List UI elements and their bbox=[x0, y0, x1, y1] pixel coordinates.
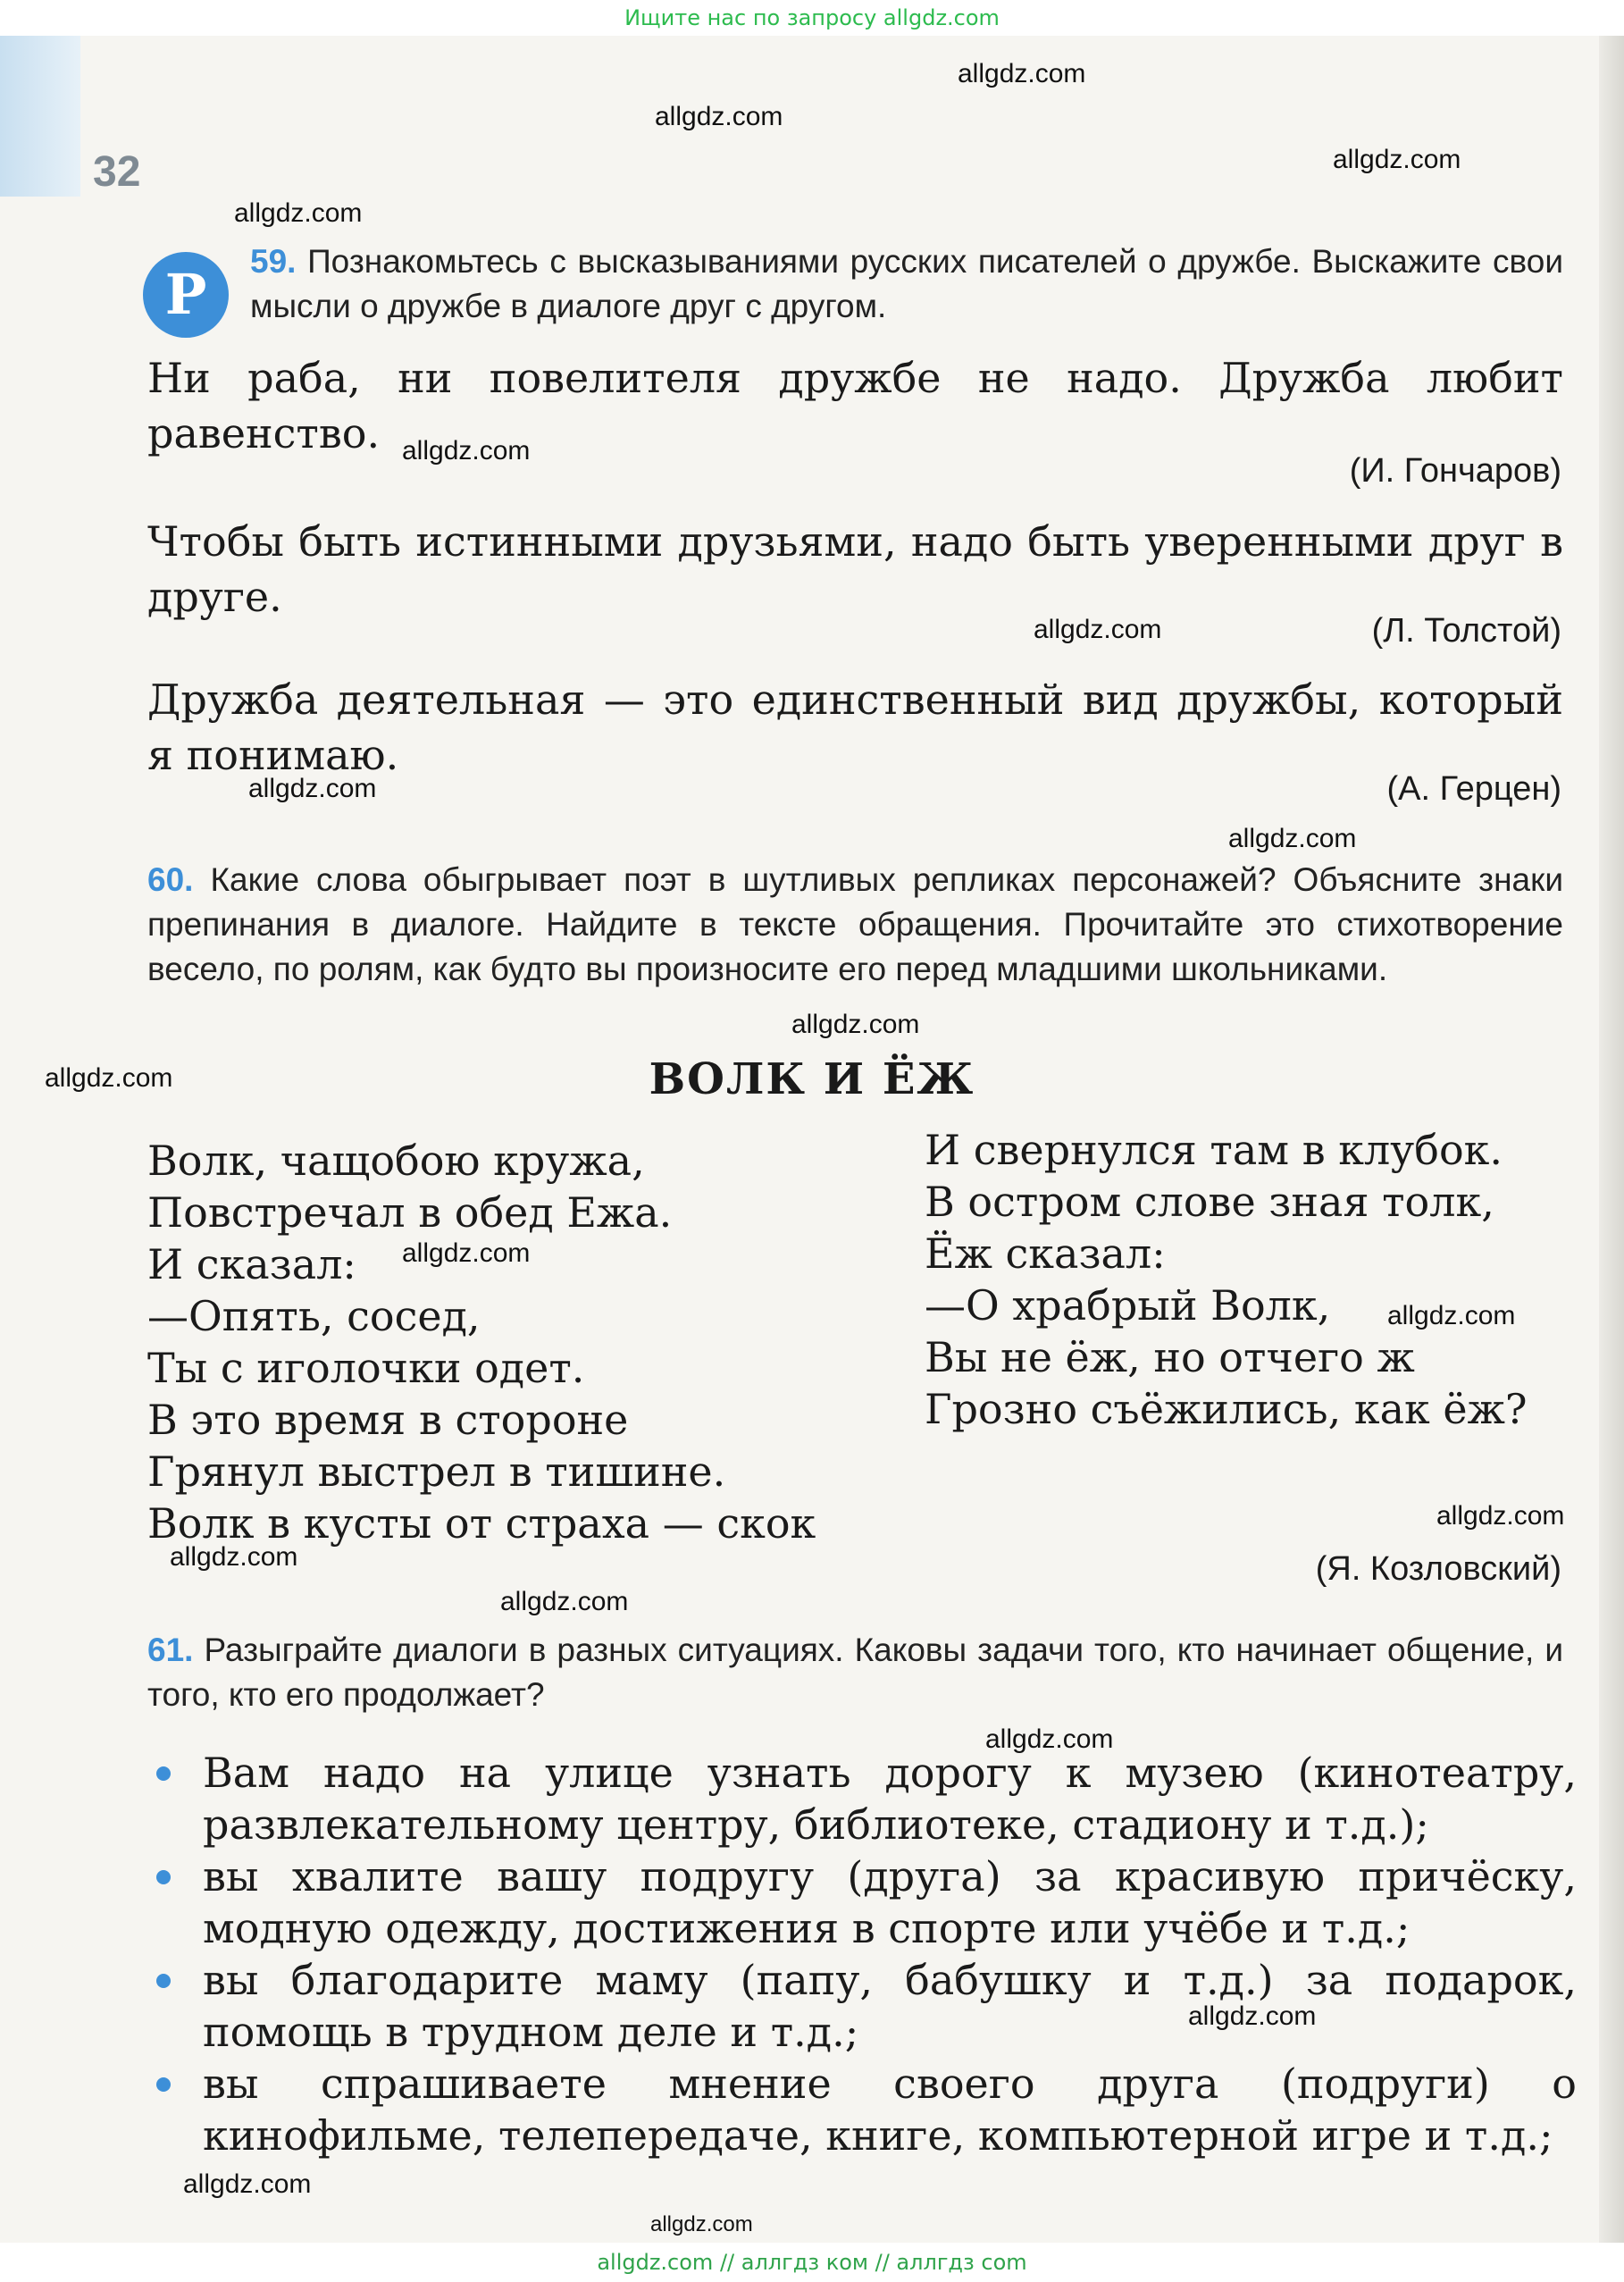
list-item bbox=[147, 1850, 1577, 1954]
bullet-icon bbox=[156, 1870, 171, 1884]
poem-line: И сказал: bbox=[147, 1240, 356, 1288]
watermark: allgdz.com bbox=[985, 1724, 1114, 1754]
poem-line: Вы не ёж, но отчего ж bbox=[925, 1333, 1415, 1381]
poem-line: —О храбрый Волк, bbox=[925, 1281, 1331, 1330]
quote-2: Чтобы быть истинными друзьями, надо быть уверенными друг в друге. bbox=[147, 517, 1563, 621]
list-item bbox=[147, 1954, 1577, 2058]
exercise-59-number: 59. bbox=[250, 243, 297, 280]
exercise-59-task bbox=[250, 239, 1563, 329]
watermark: allgdz.com bbox=[1333, 145, 1461, 174]
poem-line: Волк в кусты от страха — скок bbox=[147, 1499, 816, 1548]
watermark: allgdz.com bbox=[248, 774, 377, 803]
quote-1: Ни раба, ни повелителя дружбе не надо. Дружба любит равенство. bbox=[147, 354, 1563, 457]
watermark: allgdz.com bbox=[1436, 1501, 1565, 1531]
watermark: allgdz.com bbox=[183, 2169, 312, 2199]
poem-line: В это время в стороне bbox=[147, 1396, 629, 1444]
poem-line: Грозно съёжились, как ёж? bbox=[925, 1385, 1528, 1433]
list-item-text: Вам надо на улице узнать дорогу к музею (кинотеатру, развлекательному центру, библиотеке, стадиону и т.д.); bbox=[203, 1749, 1577, 1849]
poem-right-column bbox=[925, 1124, 1528, 1435]
page-number: 32 bbox=[93, 148, 141, 196]
quote-2-author: (Л. Толстой) bbox=[1371, 612, 1561, 650]
exercise-61-list bbox=[147, 1747, 1577, 2161]
exercise-61-text: Разыграйте диалоги в разных ситуациях. Каковы задачи того, кто начинает общение, и того, кто его продолжает? bbox=[147, 1632, 1563, 1713]
watermark: allgdz.com bbox=[1034, 615, 1162, 644]
watermark: allgdz.com bbox=[1387, 1301, 1516, 1330]
quote-3-author: (А. Герцен) bbox=[1386, 770, 1561, 808]
bullet-icon bbox=[156, 1766, 171, 1781]
watermark: allgdz.com bbox=[500, 1587, 629, 1616]
watermark: allgdz.com bbox=[791, 1010, 920, 1039]
poem-title: ВОЛК И ЁЖ bbox=[649, 1054, 975, 1104]
watermark: allgdz.com bbox=[170, 1542, 298, 1572]
watermark: allgdz.com bbox=[958, 59, 1086, 88]
exercise-60-text: Какие слова обыгрывает поэт в шутливых репликах персонажей? Объясните знаки препинания в диалоге. Найдите в тексте обращения. Прочитайте это стихотворение весело, по ролям, как будто вы произносите его перед младшими школьниками. bbox=[147, 861, 1563, 987]
watermark: allgdz.com bbox=[402, 1238, 531, 1268]
list-item bbox=[147, 2058, 1577, 2161]
list-item-text: вы хвалите вашу подругу (друга) за красивую причёску, модную одежду, достижения в спорте или учёбе и т.д.; bbox=[203, 1852, 1577, 1952]
list-item-text: вы спрашиваете мнение своего друга (подруги) о кинофильме, телепередаче, книге, компьютерной игре и т.д.; bbox=[203, 2060, 1577, 2160]
poem-left-column bbox=[147, 1135, 816, 1549]
poem-line: Волк, чащобою кружа, bbox=[147, 1137, 645, 1185]
poem-line: В остром слове зная толк, bbox=[925, 1178, 1494, 1226]
top-banner[interactable]: Ищите нас по запросу allgdz.com bbox=[624, 5, 1000, 30]
poem-line: Грянул выстрел в тишине. bbox=[147, 1447, 726, 1496]
quote-1-author: (И. Гончаров) bbox=[1349, 452, 1561, 490]
list-item-text: вы благодарите маму (папу, бабушку и т.д.) за подарок, помощь в трудном деле и т.д.; bbox=[203, 1956, 1577, 2056]
watermark: allgdz.com bbox=[402, 436, 531, 466]
bullet-icon bbox=[156, 1974, 171, 1988]
poem-line: Ёж сказал: bbox=[925, 1229, 1166, 1278]
page-corner-tab bbox=[0, 36, 80, 197]
exercise-60-number: 60. bbox=[147, 861, 194, 898]
quote-3: Дружба деятельная — это единственный вид дружбы, который я понимаю. bbox=[147, 675, 1563, 779]
bottom-banner[interactable]: allgdz.com // аллгдз ком // аллгдз com bbox=[597, 2250, 1027, 2275]
poem-line: —Опять, сосед, bbox=[147, 1292, 481, 1340]
poem-line: И свернулся там в клубок. bbox=[925, 1126, 1503, 1174]
watermark: allgdz.com bbox=[655, 102, 783, 131]
watermark: allgdz.com bbox=[650, 2212, 753, 2236]
list-item bbox=[147, 1747, 1577, 1850]
poem-line: Повстречал в обед Ежа. bbox=[147, 1188, 673, 1237]
poem-author: (Я. Козловский) bbox=[1315, 1550, 1561, 1588]
exercise-59-text: Познакомьтесь с высказываниями русских писателей о дружбе. Выскажите свои мысли о дружбе в диалоге друг с другом. bbox=[250, 243, 1563, 324]
watermark: allgdz.com bbox=[1188, 2001, 1317, 2031]
exercise-61-task bbox=[147, 1628, 1563, 1717]
speech-badge-icon: Р bbox=[143, 252, 229, 338]
exercise-61-number: 61. bbox=[147, 1632, 194, 1668]
poem-line: Ты с иголочки одет. bbox=[147, 1344, 585, 1392]
watermark: allgdz.com bbox=[45, 1063, 173, 1093]
exercise-60-task bbox=[147, 858, 1563, 992]
bullet-icon bbox=[156, 2077, 171, 2092]
watermark: allgdz.com bbox=[234, 198, 363, 228]
watermark: allgdz.com bbox=[1228, 824, 1357, 853]
book-spine-shadow bbox=[1599, 36, 1624, 2243]
